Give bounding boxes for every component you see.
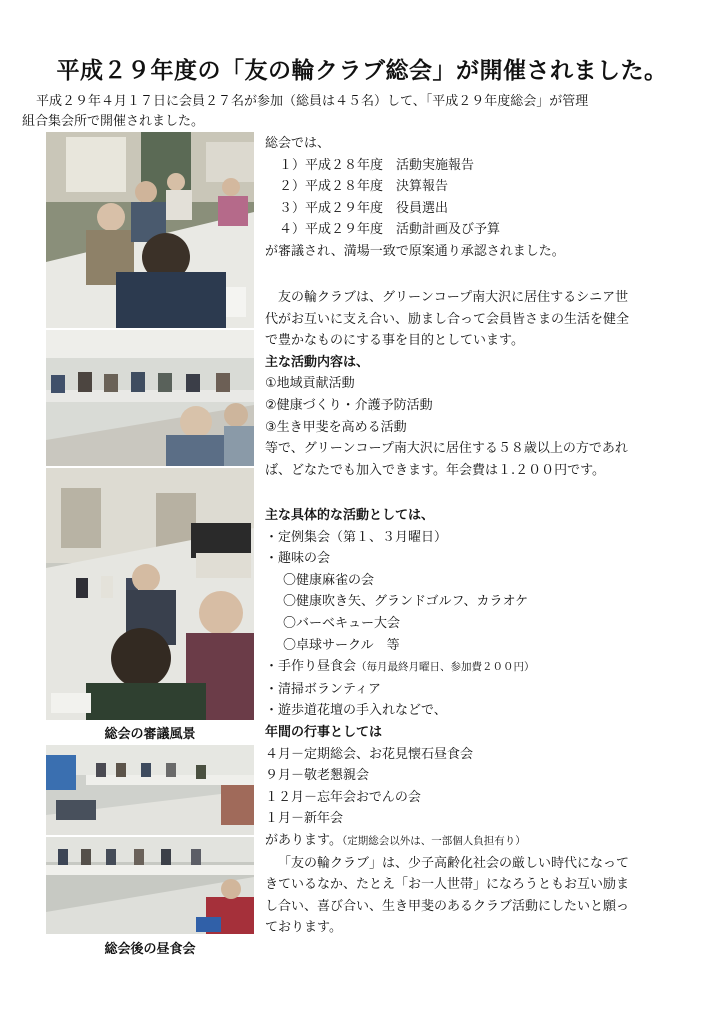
annual-event: ９月－敬老懇親会: [265, 768, 370, 784]
lunch-note: （毎月最終月曜日、参加費２００円）: [356, 661, 535, 674]
conclusion-line: きているなか、たとえ「お一人世帯」になろうともお互い励ま: [265, 877, 630, 893]
handmade-lunch: [265, 656, 715, 679]
annual-event: １月－新年会: [265, 811, 344, 827]
intro-line-2: 組合集会所で開催されました。: [22, 114, 205, 129]
lunch-label: ・手作り昼食会: [265, 659, 357, 675]
cleanup-volunteer: ・清掃ボランティア: [265, 681, 381, 697]
main-activities-heading: 主な活動内容は、: [265, 354, 370, 370]
membership-line: ば、どなたでも加入できます。年会費は１.２００円です。: [265, 462, 606, 478]
hobby-club: ・趣味の会: [265, 551, 331, 567]
closing-note: （定期総会以外は、一部個人負担有り）: [341, 834, 526, 847]
meeting-photo-3: [46, 468, 254, 720]
main-activity-item: ②健康づくり・介護予防活動: [265, 397, 433, 413]
main-activity-item: ③生き甲斐を高める活動: [265, 419, 407, 435]
caption-lunch: 総会後の昼食会: [104, 942, 196, 957]
lunch-photo-1: [46, 745, 254, 835]
meeting-photo-1: [46, 132, 254, 328]
intro-paragraph: [22, 92, 712, 132]
about-line: 友の輪クラブは、グリーンコープ南大沢に居住するシニア世: [278, 290, 629, 305]
agenda-item: １）平成２８年度 活動実施報告: [279, 157, 475, 173]
flowerbed-care: ・遊歩道花壇の手入れなどで、: [265, 703, 447, 719]
hobby-item: 〇バーベキュー大会: [283, 615, 401, 631]
regular-meeting: ・定例集会（第１、３月曜日）: [265, 529, 448, 545]
annual-heading: 年間の行事としては: [265, 724, 383, 740]
about-section: [265, 287, 715, 481]
conclusion-line: ております。: [265, 920, 342, 936]
caption-meeting: 総会の審議風景: [104, 727, 196, 742]
membership-line: 等で、グリーンコープ南大沢に居住する５８歳以上の方であれ: [265, 441, 628, 457]
hobby-item: 〇卓球サークル 等: [283, 637, 400, 653]
conclusion-line: し合い、喜び合い、生き甲斐のあるクラブ活動にしたいと願っ: [265, 898, 630, 914]
agenda-item: ３）平成２９年度 役員選出: [279, 200, 449, 216]
agenda-item: ２）平成２８年度 決算報告: [279, 179, 449, 195]
closing-text: があります。: [265, 832, 342, 848]
agenda-result: が審議され、満場一致で原案通り承認されました。: [265, 243, 565, 259]
about-line: で豊かなものにする事を目的としています。: [265, 333, 524, 349]
intro-line-1: 平成２９年４月１７日に会員２７名が参加（総員は４５名）して、「平成２９年度総会」が管理: [36, 94, 589, 109]
main-activity-item: ①地域貢献活動: [265, 376, 355, 392]
concrete-activities-section: [265, 505, 715, 939]
agenda-lead: 総会では、: [265, 136, 331, 151]
annual-event: １２月－忘年会おでんの会: [265, 789, 421, 805]
concrete-heading: 主な具体的な活動としては、: [265, 508, 435, 523]
annual-closing: [265, 830, 715, 853]
agenda-item: ４）平成２９年度 活動計画及び予算: [279, 222, 501, 238]
hobby-item: 〇健康麻雀の会: [283, 572, 375, 588]
hobby-item: 〇健康吹き矢、グランドゴルフ、カラオケ: [283, 594, 529, 610]
lunch-photo-2: [46, 837, 254, 934]
conclusion-line: 「友の輪クラブ」は、少子高齢化社会の厳しい時代になって: [278, 855, 630, 871]
agenda-section: [265, 133, 715, 263]
annual-event: ４月－定期総会、お花見懐石昼食会: [265, 746, 474, 762]
meeting-photo-2: [46, 330, 254, 466]
page-title: 平成２９年度の「友の輪クラブ総会」が開催されました。: [56, 58, 668, 84]
about-line: 代がお互いに支え合い、励まし合って会員皆さまの生活を健全: [265, 311, 630, 327]
